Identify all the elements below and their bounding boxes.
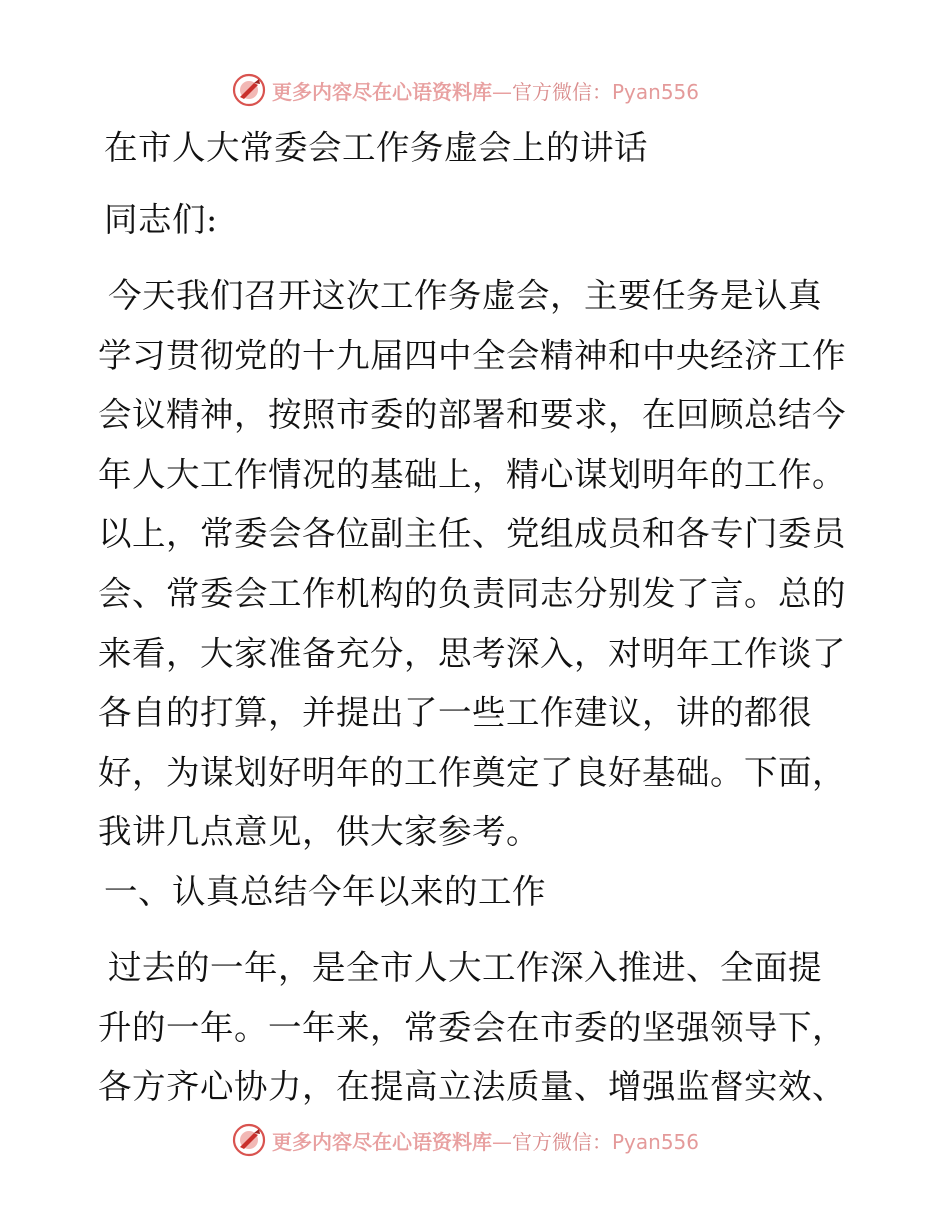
watermark-wechat-id: Pyan556 (612, 79, 700, 104)
watermark-header (232, 72, 699, 108)
paragraph-line: 过去的一年，是全市人大工作深入推进、全面提 (108, 948, 822, 987)
paragraph-line: 学习贯彻党的十九届四中全会精神和中央经济工作 (98, 335, 846, 375)
watermark-text (272, 1126, 699, 1155)
paragraph-line: 好，为谋划好明年的工作奠定了良好基础。下面， (98, 752, 846, 792)
paragraph-line: 会、常委会工作机构的负责同志分别发了言。总的 (98, 573, 846, 613)
watermark-separator: — (492, 79, 512, 104)
watermark-label: 官方微信： (512, 79, 612, 104)
watermark-brand: 更多内容尽在心语资料库 (272, 79, 492, 104)
paragraph-line: 各方齐心协力，在提高立法质量、增强监督实效、 (98, 1067, 846, 1107)
paragraph-line: 以上，常委会各位副主任、党组成员和各专门委员 (98, 514, 846, 554)
paragraph-2 (98, 938, 858, 1117)
watermark-separator: — (492, 1129, 512, 1154)
watermark-label: 官方微信： (512, 1129, 612, 1154)
paragraph-line: 今天我们召开这次工作务虚会，主要任务是认真 (108, 276, 822, 315)
brand-logo-icon (232, 1123, 266, 1157)
paragraph-1 (98, 266, 858, 862)
document-title: 在市人大常委会工作务虚会上的讲话 (104, 128, 648, 167)
watermark-wechat-id: Pyan556 (612, 1129, 700, 1154)
watermark-footer (232, 1122, 699, 1158)
watermark-brand: 更多内容尽在心语资料库 (272, 1129, 492, 1154)
paragraph-line: 来看，大家准备充分，思考深入，对明年工作谈了 (98, 633, 846, 673)
paragraph-line: 会议精神，按照市委的部署和要求，在回顾总结今 (98, 395, 846, 435)
greeting: 同志们: (104, 200, 218, 239)
section-heading-1: 一、认真总结今年以来的工作 (104, 872, 546, 911)
paragraph-line: 我讲几点意见，供大家参考。 (98, 812, 540, 852)
paragraph-line: 升的一年。一年来，常委会在市委的坚强领导下， (98, 1007, 846, 1047)
brand-logo-icon (232, 73, 266, 107)
watermark-text (272, 76, 699, 105)
paragraph-line: 年人大工作情况的基础上，精心谋划明年的工作。 (98, 454, 846, 494)
paragraph-line: 各自的打算，并提出了一些工作建议，讲的都很 (98, 693, 812, 733)
